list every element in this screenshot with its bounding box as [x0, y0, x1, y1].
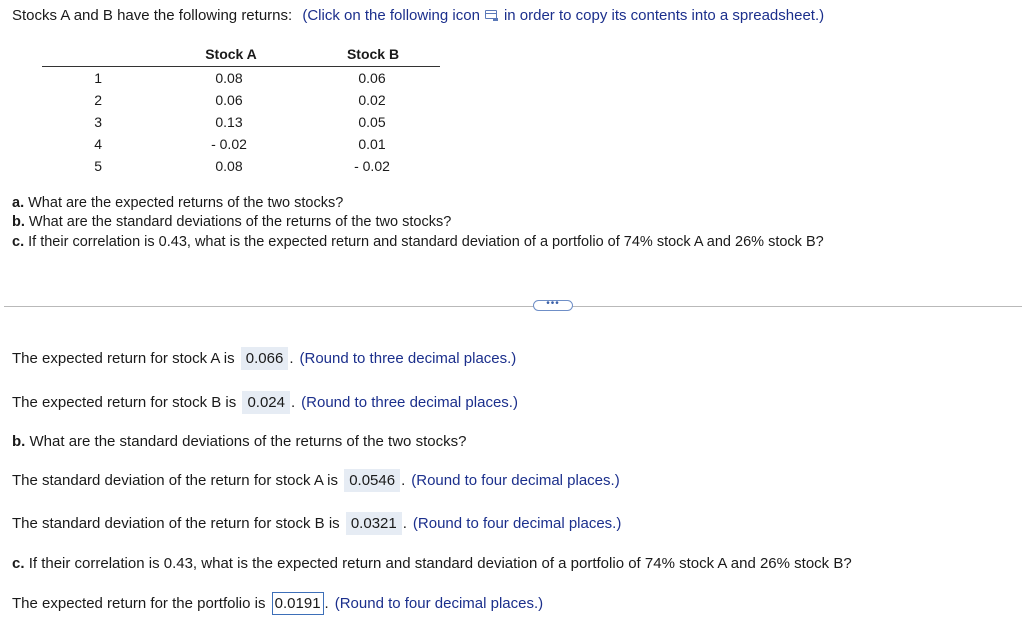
answer-sd-a-text: The standard deviation of the return for stock A is — [12, 472, 339, 489]
answer-sd-b-field[interactable]: 0.0321 — [346, 512, 402, 535]
table-cell-stock-b: - 0.02 — [354, 158, 390, 174]
answer-sd-b-hint: (Round to four decimal places.) — [412, 515, 622, 532]
table-header-rule — [42, 66, 440, 67]
answer-question-c-label: c. — [12, 555, 25, 572]
table-header-stock-b: Stock B — [346, 46, 400, 62]
section-divider — [4, 306, 1022, 307]
table-row-index: 3 — [94, 114, 102, 130]
table-row-index: 1 — [94, 70, 102, 86]
answer-return-b-field[interactable]: 0.024 — [242, 391, 290, 414]
question-a-label: a. — [12, 195, 25, 211]
table-cell-stock-b: 0.01 — [358, 136, 386, 152]
answer-sd-b-text: The standard deviation of the return for stock B is — [12, 515, 340, 532]
answer-sd-a-hint: (Round to four decimal places.) — [411, 472, 620, 489]
question-b-text: What are the standard deviations of the returns of the two stocks? — [28, 214, 452, 230]
answer-question-b-label: b. — [12, 433, 26, 450]
answer-sd-a: The standard deviation of the return for stock A is 0.0546 . (Round to four decimal places.) — [12, 469, 620, 492]
answer-question-c-text: If their correlation is 0.43, what is the expected return and standard deviation of a portfolio of 74% stock A and 26% stock B? — [28, 555, 852, 572]
answer-question-c — [12, 555, 852, 572]
problem-prompt — [12, 7, 824, 24]
answer-return-a-text: The expected return for stock A is — [12, 350, 235, 367]
answer-question-b-text: What are the standard deviations of the returns of the two stocks? — [29, 433, 467, 450]
table-cell-stock-a: - 0.02 — [211, 136, 247, 152]
table-cell-stock-b: 0.06 — [358, 70, 386, 86]
answer-return-a-field[interactable]: 0.066 — [241, 347, 289, 370]
table-cell-stock-a: 0.08 — [215, 70, 243, 86]
table-cell-stock-b: 0.02 — [358, 92, 386, 108]
answer-return-b-text: The expected return for stock B is — [12, 394, 237, 411]
question-c-text: If their correlation is 0.43, what is the expected return and standard deviation of a portfolio of 74% stock A and 26% stock B? — [28, 234, 824, 250]
question-a — [12, 195, 343, 211]
table-cell-stock-b: 0.05 — [358, 114, 386, 130]
table-row-index: 2 — [94, 92, 102, 108]
answer-portfolio-return-text: The expected return for the portfolio is — [12, 595, 266, 612]
answer-question-b — [12, 433, 466, 450]
answer-return-b: The expected return for stock B is 0.024 . (Round to three decimal places.) — [12, 391, 518, 414]
table-header-stock-a: Stock A — [205, 46, 257, 62]
prompt-text: Stocks A and B have the following returns: — [12, 7, 293, 24]
question-c — [12, 234, 824, 250]
table-cell-stock-a: 0.08 — [215, 158, 243, 174]
answer-sd-b: The standard deviation of the return for stock B is 0.0321 . (Round to four decimal places.) — [12, 512, 621, 535]
answer-sd-a-field[interactable]: 0.0546 — [344, 469, 400, 492]
question-a-text: What are the expected returns of the two stocks? — [28, 195, 344, 211]
answer-return-b-hint: (Round to three decimal places.) — [301, 394, 518, 411]
answer-portfolio-return-field[interactable]: 0.0191 — [272, 592, 324, 615]
question-b-label: b. — [12, 214, 25, 230]
table-row-index: 4 — [94, 136, 102, 152]
answer-return-a: The expected return for stock A is 0.066 . (Round to three decimal places.) — [12, 347, 516, 370]
table-row-index: 5 — [94, 158, 102, 174]
expand-more-button[interactable]: ••• — [533, 300, 573, 311]
question-b — [12, 214, 451, 230]
copy-link-text-after[interactable]: in order to copy its contents into a spreadsheet.) — [503, 7, 825, 24]
question-c-label: c. — [12, 234, 25, 250]
answer-return-a-hint: (Round to three decimal places.) — [299, 350, 517, 367]
answer-portfolio-return-hint: (Round to four decimal places.) — [334, 595, 544, 612]
answer-portfolio-return: The expected return for the portfolio is 0.0191 . (Round to four decimal places.) — [12, 592, 543, 615]
copy-to-spreadsheet-icon[interactable] — [484, 9, 498, 21]
table-cell-stock-a: 0.06 — [215, 92, 243, 108]
table-cell-stock-a: 0.13 — [215, 114, 243, 130]
copy-link-text-before[interactable]: (Click on the following icon — [302, 7, 480, 24]
